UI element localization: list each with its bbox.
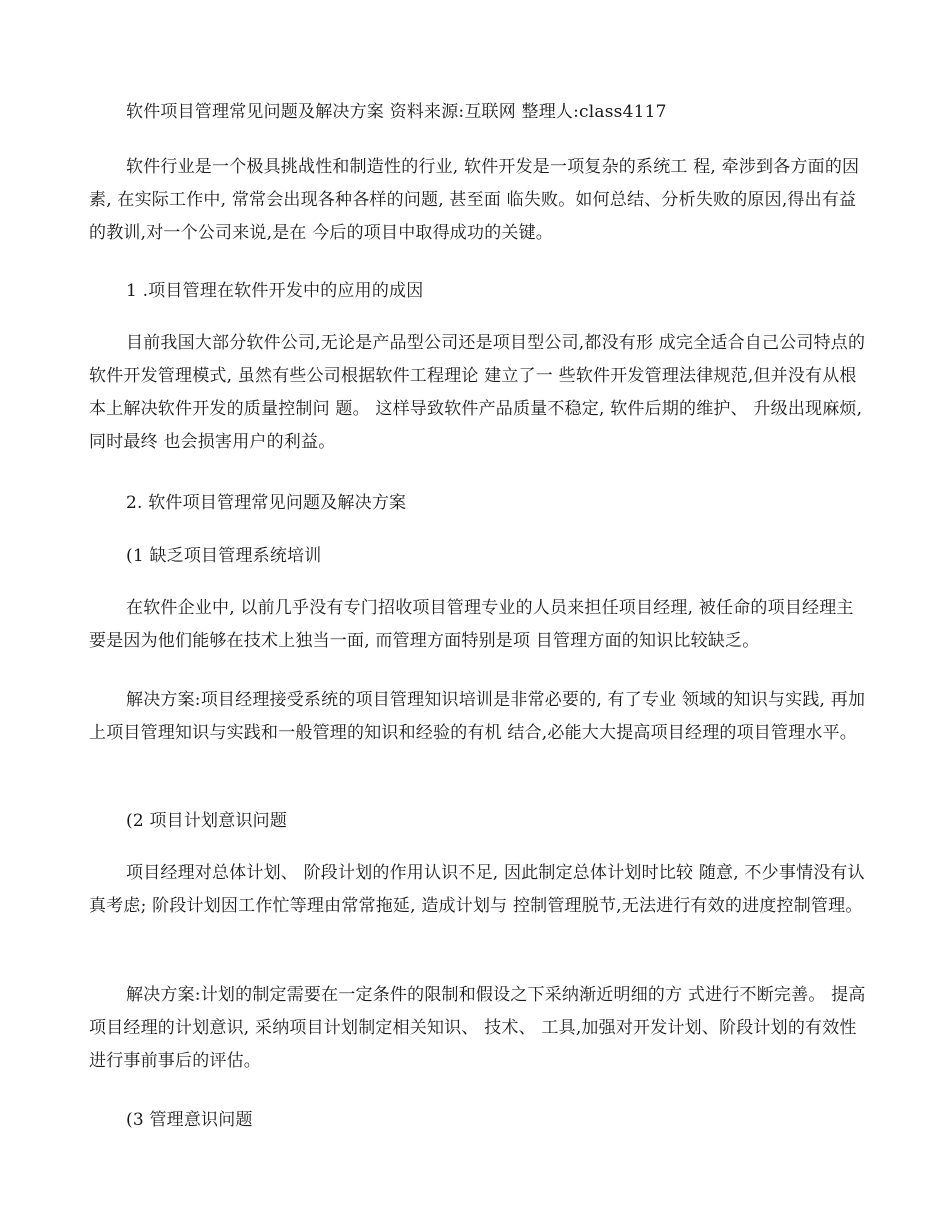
subsection-2-solution: 解决方案:计划的制定需要在一定条件的限制和假设之下采纳渐近明细的方 式进行不断完善。 提高项目经理的计划意识, 采纳项目计划制定相关知识、 技术、 工具,加强对开发计划、阶段计划的有效性进行事前事后的评估。 (89, 985, 866, 1071)
subsection-heading-1: (1 缺乏项目管理系统培训 (126, 546, 322, 566)
subsection-1-paragraph: 在软件企业中, 以前几乎没有专门招收项目管理专业的人员来担任项目经理, 被任命的项目经理主要是因为他们能够在技术上独当一面, 而管理方面特别是项 目管理方面的知识比较缺乏。 (89, 598, 854, 651)
intro-paragraph: 软件行业是一个极具挑战性和制造性的行业, 软件开发是一项复杂的系统工 程, 牵涉到各方面的因素, 在实际工作中, 常常会出现各种各样的问题, 甚至面 临失败。如何总结、分析失败的原因,得出有益的教训,对一个公司来说,是在 今后的项目中取得成功的关键。 (89, 157, 860, 243)
subsection-2-paragraph: 项目经理对总体计划、 阶段计划的作用认识不足, 因此制定总体计划时比较 随意, 不少事情没有认真考虑; 阶段计划因工作忙等理由常常拖延, 造成计划与 控制管理脱节,无法进行有效的进度控制管理。 (89, 863, 865, 916)
subsection-heading-2: (2 项目计划意识问题 (126, 811, 288, 831)
section-heading-1: 1 .项目管理在软件开发中的应用的成因 (126, 281, 424, 301)
section-heading-2: 2. 软件项目管理常见问题及解决方案 (126, 493, 407, 513)
document-title-line: 软件项目管理常见问题及解决方案 资料来源:互联网 整理人:class4117 (126, 102, 667, 122)
subsection-heading-3: (3 管理意识问题 (126, 1110, 253, 1130)
subsection-1-solution: 解决方案:项目经理接受系统的项目管理知识培训是非常必要的, 有了专业 领域的知识与实践, 再加上项目管理知识与实践和一般管理的知识和经验的有机 结合,必能大大提高项目经理的项目管理水平。 (89, 690, 866, 743)
section-1-paragraph: 目前我国大部分软件公司,无论是产品型公司还是项目型公司,都没有形 成完全适合自己公司特点的软件开发管理模式, 虽然有些公司根据软件工程理论 建立了一 些软件开发管理法律规范,但并没有从根本上解决软件开发的质量控制问 题。 这样导致软件产品质量不稳定, 软件后期的维护、 升级出现麻烦, 同时最终 也会损害用户的利益。 (89, 333, 866, 452)
